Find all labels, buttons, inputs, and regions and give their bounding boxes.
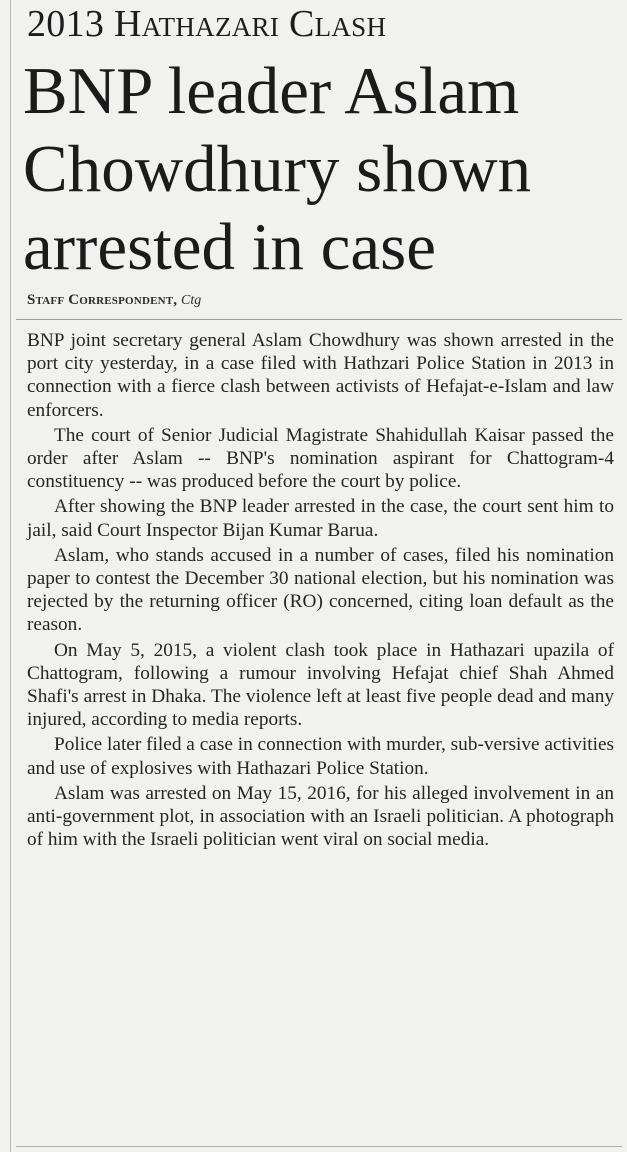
article-body [27,329,614,853]
byline-place: Ctg [181,293,202,308]
bottom-rule [16,1146,622,1147]
paragraph: Police later filed a case in connection with murder, sub-versive activities and use of explosives with Hathazari Police Station. [27,734,614,779]
column-divider [10,0,11,1152]
paragraph: After showing the BNP leader arrested in the case, the court sent him to jail, said Court Inspector Bijan Kumar Barua. [27,496,614,541]
paragraph: On May 5, 2015, a violent clash took place in Hathazari upazila of Chattogram, following a rumour involving Hefajat chief Shah Ahmed Shafi's arrest in Dhaka. The violence left at least five people dead and many injured, according to media reports. [27,639,614,731]
byline-name: Staff Correspondent, [27,292,178,308]
paragraph: Aslam was arrested on May 15, 2016, for his alleged involvement in an anti-government plot, in association with an Israeli politician. A photograph of him with the Israeli politician went viral on social media. [27,782,614,851]
kicker-year: 2013 [27,3,105,45]
headline: BNP leader Aslam Chowdhury shown arrested in case [23,54,532,284]
byline [27,291,201,310]
kicker [27,4,386,44]
paragraph: BNP joint secretary general Aslam Chowdhury was shown arrested in the port city yesterday, in a case filed with Hathzari Police Station in 2013 in connection with a fierce clash between activists of Hefajat-e-Islam and law enforcers. [27,330,614,421]
paragraph: The court of Senior Judicial Magistrate Shahidullah Kaisar passed the order after Aslam -- BNP's nomination aspirant for Chattogram-4 constituency -- was produced before the court by police. [27,424,614,493]
separator-rule [16,319,622,320]
kicker-label: Hathazari Clash [114,3,387,45]
paragraph: Aslam, who stands accused in a number of cases, filed his nomination paper to contest the December 30 national election, but his nomination was rejected by the returning officer (RO) concerned, citing loan default as the reason. [27,544,614,636]
